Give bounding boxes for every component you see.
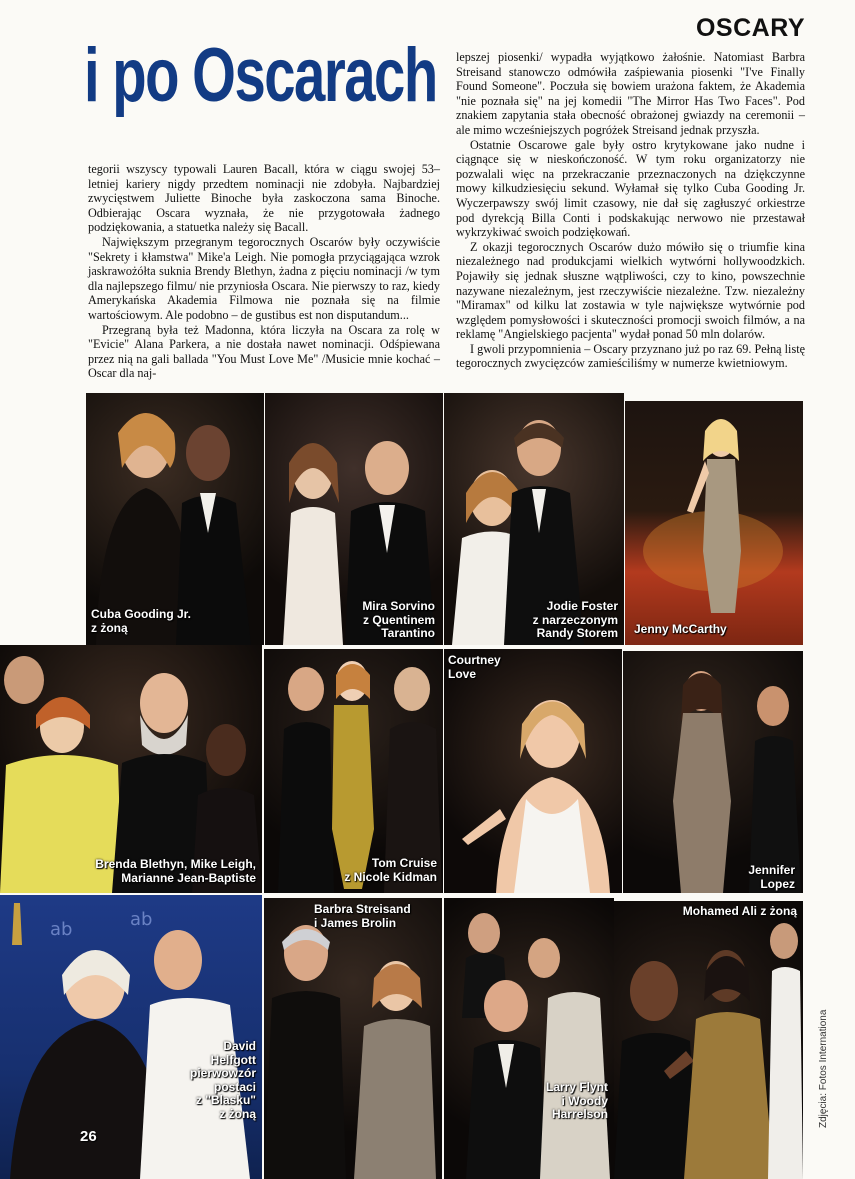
photo-david-helfgott xyxy=(0,895,262,1179)
photo-tom-cruise xyxy=(264,649,443,893)
photo-jennifer-lopez xyxy=(623,651,803,893)
paragraph: tegorii wszyscy typowali Lauren Bacall, która w ciągu swojej 53–letniej kariery nigdy przedtem nominacji nie zdobyła. Najbardziej zwycięstwem Juliette Binoche była zaskoczona sama Binoche. Odbierając Oscara wyznała, że nie przygotowała żadnego podziękowania, a statuetka należy się Bacall. xyxy=(88,162,440,235)
photo-cuba-gooding xyxy=(86,393,264,645)
people-illustration xyxy=(623,651,803,893)
svg-text:ab: ab xyxy=(50,919,73,940)
svg-text:ab: ab xyxy=(130,909,153,930)
photo-jodie-foster xyxy=(444,393,624,645)
caption: Brenda Blethyn, Mike Leigh, Marianne Jean-Baptiste xyxy=(95,857,256,885)
caption: Cuba Gooding Jr. z żoną xyxy=(91,607,192,635)
caption: Jennifer Lopez xyxy=(748,863,795,891)
article-column-left xyxy=(88,162,440,381)
headline: i po Oscarach xyxy=(84,33,437,118)
photo-collage xyxy=(0,393,805,1179)
photo-mira-sorvino xyxy=(265,393,443,645)
photo-barbra-streisand xyxy=(264,898,442,1179)
photo-jenny-mccarthy xyxy=(625,401,803,645)
photo-brenda-blethyn xyxy=(0,645,262,893)
section-label: OSCARY xyxy=(695,14,805,42)
people-illustration xyxy=(444,649,622,893)
caption: Barbra Streisand i James Brolin xyxy=(314,902,411,930)
paragraph: Z okazji tegorocznych Oscarów dużo mówiło się o triumfie kina niezależnego nad produkcjami wielkich wytwórni hollywoodzkich. Pojawiły się jednak słuszne wątpliwości, czy to kino, powszechnie nazywane niezależnym, jest rzeczywiście niezależne. Tzw. niezależny "Miramax" od kilku lat zostawia w tyle największe wytwórnie pod względem pomysłowości i skuteczności promocji swoich filmów, a na reklamę "Angielskiego pacjenta" wydał ponad 50 mln dolarów. xyxy=(456,239,805,342)
paragraph: I gwoli przypomnienia – Oscary przyznano już po raz 69. Pełną listę tegorocznych zwycięzców zamieściliśmy w numerze kwietniowym. xyxy=(456,341,805,371)
paragraph: Największym przegranym tegorocznych Oscarów były oczywiście "Sekrety i kłamstwa" Mike'a Leigh. Nie pomogła przyciągająca wzrok jaskrawożółta suknia Brendy Blethyn, żadna z pięciu nominacji /w tym dla najlepszego filmu/ nie przyniosła Oscara. Nie pierwszy to raz, kiedy Amerykańska Akademia Filmowa nie poznała się na filmie wartościowym. Ale podobno – de gustibus est non disputandum... xyxy=(88,234,440,322)
caption: Courtney Love xyxy=(448,653,501,681)
paragraph: lepszej piosenki/ wypadła wyjątkowo żałośnie. Natomiast Barbra Streisand stanowczo odmówiła zaśpiewania piosenki "I've Finally Found Someone". Poczuła się bowiem urażona faktem, że Akademia "nie poznała się" na jej komedii "The Mirror Has Two Faces". Pod znakiem zapytania stała obecność obrażonej gwiazdy na ceremonii – ale mimo wcześniejszych pogróżek Streisand jednak przyszła. xyxy=(456,50,805,137)
photo-mohamed-ali xyxy=(614,901,803,1179)
people-illustration xyxy=(0,895,262,1179)
people-illustration xyxy=(444,898,614,1179)
paragraph: Przegraną była też Madonna, która liczyła na Oscara za rolę w "Evicie" Alana Parkera, a nie dostała nawet nominacji. Odśpiewana przez nią na gali ballada "You Must Love Me" /Musicie mnie kochać – Oscar dla naj- xyxy=(88,322,440,381)
people-illustration xyxy=(264,898,442,1179)
caption: Tom Cruise z Nicole Kidman xyxy=(344,856,437,884)
caption: Jenny McCarthy xyxy=(634,622,727,636)
caption: Larry Flynt i Woody Harrelson xyxy=(545,1080,608,1121)
photo-courtney-love xyxy=(444,649,622,893)
caption: Mohamed Ali z żoną xyxy=(682,904,797,918)
caption: Jodie Foster z narzeczonym Randy Storem xyxy=(532,599,618,640)
photo-credit: Zdjęcia: Fotos Internationa xyxy=(818,1009,829,1128)
page-number: 26 xyxy=(80,1128,97,1145)
people-illustration xyxy=(614,901,803,1179)
caption: Mira Sorvino z Quentinem Tarantino xyxy=(362,599,435,640)
photo-larry-flynt xyxy=(444,898,614,1179)
people-illustration xyxy=(0,645,262,893)
caption: David Helfgott pierwowzór postaci z "Blasku" z żoną xyxy=(189,1039,256,1121)
paragraph: Ostatnie Oscarowe gale były ostro krytykowane jako nudne i ciągnące się w nieskończoność. W tym roku organizatorzy nie pozwalali więc na przekraczanie przeznaczonych na dziękczynne mowy kilkudziesięciu sekund. Wyłamał się tylko Cuba Gooding Jr. Wyczerpawszy swój limit czasowy, nie dał się zagłuszyć orkiestrze pod dyrekcją Billa Conti i podskakując nerwowo nie przestawał wykrzykiwać swoich podziękowań. xyxy=(456,137,805,240)
article-column-right xyxy=(456,50,805,371)
people-illustration xyxy=(625,401,803,645)
